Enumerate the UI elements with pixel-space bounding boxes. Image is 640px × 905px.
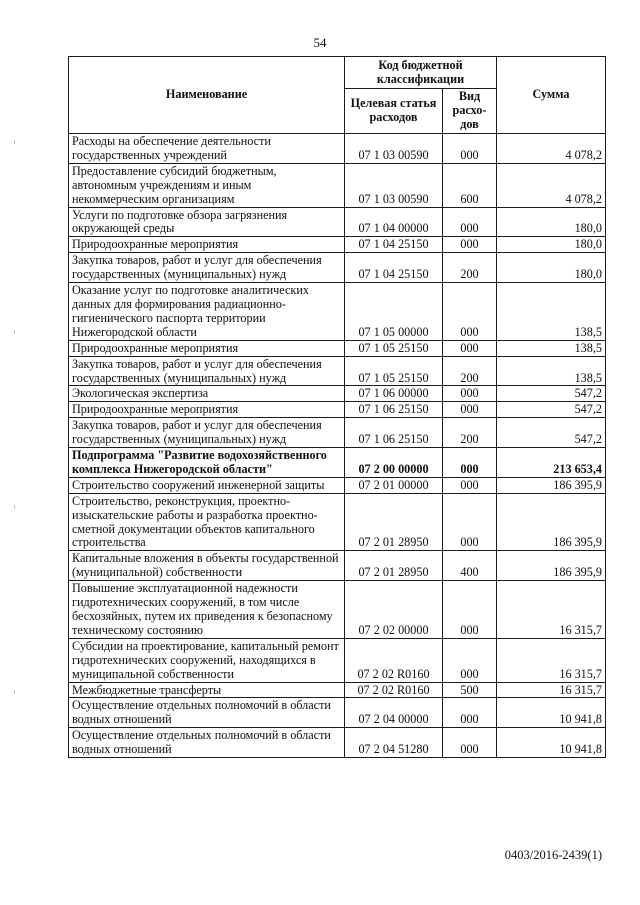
header-sum: Сумма [497,57,606,134]
row-sum: 138,5 [497,340,606,356]
table-row [69,356,606,386]
row-target-article: 07 1 04 25150 [345,237,443,253]
row-expense-type: 000 [443,207,497,237]
row-sum: 180,0 [497,253,606,283]
row-target-article: 07 2 02 R0160 [345,682,443,698]
table-row [69,448,606,478]
row-expense-type: 000 [443,237,497,253]
row-expense-type: 000 [443,698,497,728]
row-name: Закупка товаров, работ и услуг для обеспечения государственных (муниципальных) нужд [69,356,345,386]
row-expense-type: 000 [443,340,497,356]
row-target-article: 07 1 03 00590 [345,163,443,207]
margin-mark [14,690,15,694]
budget-table [68,56,606,758]
table-row [69,418,606,448]
margin-mark [14,330,15,334]
row-sum: 186 395,9 [497,493,606,551]
row-target-article: 07 1 06 00000 [345,386,443,402]
row-sum: 4 078,2 [497,163,606,207]
row-name: Природоохранные мероприятия [69,340,345,356]
table-row [69,638,606,682]
row-sum: 547,2 [497,418,606,448]
row-name: Межбюджетные трансферты [69,682,345,698]
row-target-article: 07 2 00 00000 [345,448,443,478]
table-row [69,493,606,551]
row-sum: 180,0 [497,237,606,253]
row-sum: 16 315,7 [497,638,606,682]
row-sum: 186 395,9 [497,551,606,581]
row-name: Закупка товаров, работ и услуг для обеспечения государственных (муниципальных) нужд [69,418,345,448]
row-expense-type: 000 [443,477,497,493]
row-expense-type: 000 [443,402,497,418]
row-name: Природоохранные мероприятия [69,402,345,418]
row-sum: 4 078,2 [497,134,606,164]
table-row [69,237,606,253]
row-name: Расходы на обеспечение деятельности государственных учреждений [69,134,345,164]
header-classification: Код бюджетной классификации [345,57,497,89]
row-sum: 180,0 [497,207,606,237]
row-expense-type: 000 [443,638,497,682]
row-target-article: 07 1 06 25150 [345,418,443,448]
row-name: Осуществление отдельных полномочий в области водных отношений [69,728,345,758]
row-target-article: 07 1 06 25150 [345,402,443,418]
table-header [69,57,606,134]
row-target-article: 07 1 03 00590 [345,134,443,164]
row-expense-type: 200 [443,253,497,283]
row-name: Оказание услуг по подготовке аналитических данных для формирования радиационно-гигиенического паспорта территории Нижегородской области [69,283,345,341]
row-sum: 16 315,7 [497,581,606,639]
header-target-article: Целевая статья расходов [345,89,443,134]
table-row [69,728,606,758]
table-row [69,682,606,698]
header-expense-type: Вид расхо-дов [443,89,497,134]
row-name: Строительство, реконструкция, проектно-изыскательские работы и разработка проектно-сметной документации объектов капитального строительства [69,493,345,551]
row-sum: 547,2 [497,386,606,402]
row-target-article: 07 2 02 00000 [345,581,443,639]
row-sum: 213 653,4 [497,448,606,478]
row-sum: 10 941,8 [497,698,606,728]
table-row [69,253,606,283]
row-expense-type: 400 [443,551,497,581]
row-sum: 10 941,8 [497,728,606,758]
row-target-article: 07 2 04 51280 [345,728,443,758]
row-name: Экологическая экспертиза [69,386,345,402]
row-expense-type: 200 [443,418,497,448]
row-expense-type: 200 [443,356,497,386]
row-name: Предоставление субсидий бюджетным, автономным учреждениям и иным некоммерческим организациям [69,163,345,207]
table-row [69,340,606,356]
table-body [69,134,606,758]
row-name: Повышение эксплуатационной надежности гидротехнических сооружений, в том числе бесхозяйных, путем их приведения к безопасному техническому состоянию [69,581,345,639]
row-name: Строительство сооружений инженерной защиты [69,477,345,493]
margin-mark [14,505,15,509]
row-name: Субсидии на проектирование, капитальный ремонт гидротехнических сооружений, находящихся в муниципальной собственности [69,638,345,682]
row-sum: 138,5 [497,356,606,386]
row-name: Капитальные вложения в объекты государственной (муниципальной) собственности [69,551,345,581]
row-sum: 186 395,9 [497,477,606,493]
table-row [69,402,606,418]
row-sum: 138,5 [497,283,606,341]
row-name: Природоохранные мероприятия [69,237,345,253]
row-sum: 547,2 [497,402,606,418]
table-row [69,386,606,402]
row-expense-type: 000 [443,386,497,402]
table-row [69,581,606,639]
row-target-article: 07 1 04 25150 [345,253,443,283]
row-target-article: 07 2 04 00000 [345,698,443,728]
row-expense-type: 000 [443,581,497,639]
table-row [69,207,606,237]
row-name: Осуществление отдельных полномочий в области водных отношений [69,698,345,728]
table-row [69,698,606,728]
row-target-article: 07 1 05 25150 [345,356,443,386]
row-target-article: 07 2 01 00000 [345,477,443,493]
row-name: Подпрограмма "Развитие водохозяйственного комплекса Нижегородской области" [69,448,345,478]
row-name: Закупка товаров, работ и услуг для обеспечения государственных (муниципальных) нужд [69,253,345,283]
page-number: 54 [313,35,327,50]
row-expense-type: 000 [443,493,497,551]
table-row [69,134,606,164]
table-row [69,283,606,341]
row-expense-type: 000 [443,728,497,758]
table-row [69,477,606,493]
table-row [69,163,606,207]
row-expense-type: 500 [443,682,497,698]
row-expense-type: 600 [443,163,497,207]
row-expense-type: 000 [443,134,497,164]
table-row [69,551,606,581]
row-name: Услуги по подготовке обзора загрязнения окружающей среды [69,207,345,237]
row-sum: 16 315,7 [497,682,606,698]
row-target-article: 07 2 01 28950 [345,551,443,581]
margin-mark [14,140,15,144]
row-target-article: 07 2 02 R0160 [345,638,443,682]
row-expense-type: 000 [443,283,497,341]
row-target-article: 07 1 05 00000 [345,283,443,341]
document-number: 0403/2016-2439(1) [504,848,602,862]
header-name: Наименование [69,57,345,134]
row-target-article: 07 2 01 28950 [345,493,443,551]
row-expense-type: 000 [443,448,497,478]
row-target-article: 07 1 04 00000 [345,207,443,237]
row-target-article: 07 1 05 25150 [345,340,443,356]
